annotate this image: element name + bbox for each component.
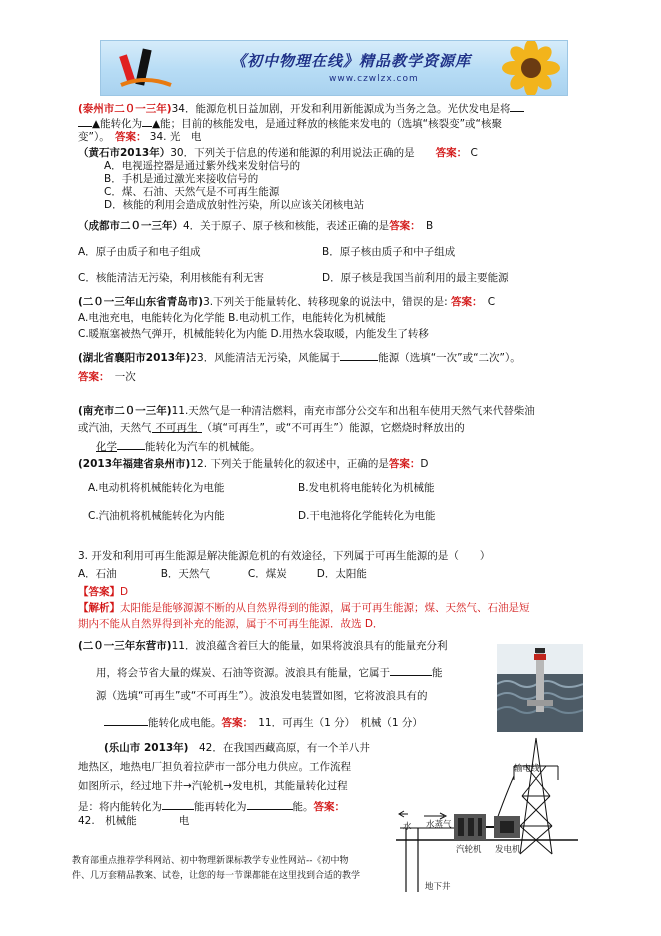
question-8-options <box>78 567 367 581</box>
option-d: D．太阳能 <box>316 568 367 580</box>
option-a: A．原子由质子和电子组成 <box>78 246 201 258</box>
question-4-line-3: C.暖瓶塞被热气弹开，机械能转化为内能 D.用热水袋取暖，内能发生了转移 <box>78 328 429 340</box>
question-1-line-2: ▲能转化为 ▲能；目前的核能发电，是通过释放的核能来发电的（选填“核裂变”或“核聚 <box>78 115 502 131</box>
question-source: (2013年福建省泉州市) <box>78 458 191 470</box>
question-8-explanation-line-1: 【解析】太阳能是能够源源不断的从自然界得到的能源，属于可再生能源；煤、天然气、石油是短 <box>78 602 530 614</box>
answer-label: 答案： <box>389 220 416 232</box>
question-6-line-2: 或汽油，天然气 不可再生 （填“可再生”，或“不可再生”）能源，它燃烧时释放出的 <box>78 422 465 434</box>
header-banner <box>100 40 568 96</box>
question-8-stem: 3. 开发和利用可再生能源是解决能源危机的有效途径，下列属于可再生能源的是（ ） <box>78 550 491 562</box>
answer-value: D <box>420 458 429 470</box>
answer-value: C <box>470 147 478 159</box>
question-4-line-2: A.电池充电，电能转化为化学能 B.电动机工作，电能转化为机械能 <box>78 312 386 324</box>
option-a: A．石油 <box>78 568 117 580</box>
question-8-answer <box>78 585 128 599</box>
option-b: B．天然气 <box>160 568 210 580</box>
question-2-stem: （黄石市2013年）30．下列关于信息的传递和能源的利用说法正确的是 答案： C <box>78 147 478 159</box>
option-a: A．电视遥控器是通过紫外线来发射信号的 <box>104 160 301 172</box>
question-9-line-2: 用，将会节省大量的煤炭、石油等资源。波浪具有能量，它属于 能 <box>96 664 443 680</box>
question-9-line-1: (二０一三年东营市)11．波浪蕴含着巨大的能量，如果将波浪具有的能量充分利 <box>78 640 448 652</box>
question-7-stem: (2013年福建省泉州市)12. 下列关于能量转化的叙述中，正确的是答案：D <box>78 458 429 470</box>
question-3-stem: （成都市二０一三年）4．关于原子、原子核和核能，表述正确的是答案： B <box>78 220 434 232</box>
answer-label: 答案： <box>435 147 468 159</box>
option-b: B．原子核由质子和中子组成 <box>322 246 456 258</box>
option-c: C．煤、石油、天然气是不可再生能源 <box>104 186 280 198</box>
question-10-line-2: 地热区，地热电厂担负着拉萨市一部分电力供应。工作流程 <box>78 761 351 773</box>
question-1-line-3: 变”）。 答案： 34. 光 电 <box>78 131 202 143</box>
question-source: （成都市二０一三年） <box>78 220 183 232</box>
question-source: (二０一三年东营市) <box>78 640 172 652</box>
question-8-explanation-line-2: 期内不能从自然界得到补充的能源，属于不可再生能源．故选 D． <box>78 618 384 630</box>
question-source: (泰州市二０一三年) <box>78 103 172 115</box>
question-1-line-1: (泰州市二０一三年)34．能源危机日益加剧，开发和利用新能源成为当务之急。光伏发电是将 <box>78 100 524 116</box>
footer-line-2: 件、几万套精品教案、试卷，让您的每一节课都能在这里找到合适的教学 <box>72 871 361 881</box>
question-9-line-4: 能转化成电能。答案： 11．可再生（1 分） 机械（1 分） <box>104 714 423 730</box>
answer-value: C <box>487 296 496 308</box>
option-a: A.电动机将机械能转化为电能 <box>88 482 225 494</box>
question-10-answer: 42. 机械能 电 <box>78 815 190 827</box>
option-b: B.发电机将电能转化为机械能 <box>298 482 435 494</box>
answer-value: B <box>425 220 434 232</box>
banner-url: www.czwlzx.com <box>329 74 419 84</box>
answer-value: 11．可再生（1 分） 机械（1 分） <box>258 717 423 729</box>
question-5-answer <box>78 370 136 384</box>
banner-title: 《初中物理在线》精品教学资源库 <box>231 52 472 70</box>
option-c: C．煤炭 <box>247 568 287 580</box>
option-c: C.汽油机将机械能转化为内能 <box>88 510 225 522</box>
geothermal-diagram <box>396 736 578 896</box>
question-6-line-3: 化学 能转化为汽车的机械能。 <box>96 438 261 454</box>
power-tower-icon <box>514 738 558 854</box>
question-source: (乐山市 2013年) <box>104 742 189 754</box>
question-9-line-3: 源（选填“可再生”或“不可再生”）。波浪发电装置如图，它将波浪具有的 <box>96 690 428 702</box>
footer-line-1: 教育部重点推荐学科网站、初中物理新课标教学专业性网站--《初中物 <box>72 856 349 866</box>
answer-label: 答案： <box>114 131 147 143</box>
option-d: D.干电池将化学能转化为电能 <box>298 510 436 522</box>
diagram-label-steam: 水蒸气 <box>426 820 452 830</box>
option-b: B．手机是通过激光来接收信号的 <box>104 173 259 185</box>
option-d: D．核能的利用会造成放射性污染，所以应该关闭核电站 <box>104 199 365 211</box>
diagram-label-well: 地下井 <box>425 882 451 892</box>
sunflower-icon <box>496 41 566 95</box>
answer-value: D <box>120 586 129 598</box>
answer-label: 答案： <box>313 801 345 813</box>
answer-label: 【答案】 <box>78 586 120 598</box>
question-10-line-1: (乐山市 2013年) 42．在我国西藏高原，有一个羊八井 <box>104 742 370 754</box>
diagram-label-turbine: 汽轮机 <box>456 845 482 855</box>
filled-blank: 不可再生 <box>152 421 202 433</box>
answer-label: 答案： <box>221 717 248 729</box>
question-10-line-3: 如图所示，经过地下井→汽轮机→发电机，其能量转化过程 <box>78 780 348 792</box>
diagram-label-line: 输电线 <box>514 764 540 774</box>
answer-label: 答案： <box>78 371 105 383</box>
question-source: (二０一三年山东省青岛市) <box>78 296 204 308</box>
option-d: D．原子核是我国当前利用的最主要能源 <box>322 272 509 284</box>
explanation-label: 【解析】 <box>78 602 120 614</box>
answer-value: 一次 <box>114 371 136 383</box>
question-source: (南充市二０一三年) <box>78 405 172 417</box>
filled-blank: 化学 <box>96 441 117 453</box>
option-c: C．核能清洁无污染，利用核能有利无害 <box>78 272 264 284</box>
question-source: （黄石市2013年） <box>78 147 171 159</box>
question-4-stem: (二０一三年山东省青岛市)3.下列关于能量转化、转移现象的说法中，错误的是: 答案： C <box>78 296 496 308</box>
question-5-stem: (湖北省襄阳市2013年)23．风能清洁无污染，风能属于 能源（选填“一次”或“二次”）。 <box>78 349 521 365</box>
diagram-label-generator: 发电机 <box>495 845 521 855</box>
question-6-line-1: (南充市二０一三年)11.天然气是一种清洁燃料，南充市部分公交车和出租车使用天然气来代替柴油 <box>78 405 535 417</box>
logo-icon <box>117 45 177 91</box>
answer-label: 答案： <box>388 458 421 470</box>
question-10-line-4: 是：将内能转化为 能再转化为 能。答案： <box>78 798 345 814</box>
wave-power-photo <box>497 644 583 732</box>
question-source: (湖北省襄阳市2013年) <box>78 352 191 364</box>
answer-value: 34. 光 电 <box>149 131 202 143</box>
diagram-label-water: 水 <box>403 822 412 832</box>
answer-label: 答案： <box>451 296 478 308</box>
